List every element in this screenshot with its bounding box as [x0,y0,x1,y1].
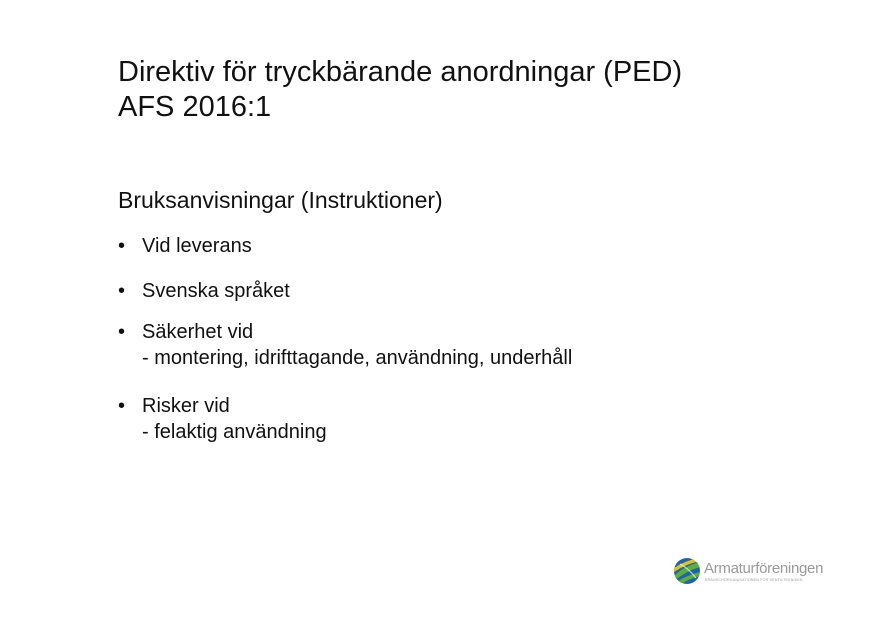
bullet-marker: • [118,395,126,417]
logo-wordmark: Armaturföreningen [704,560,824,577]
slide-title [118,55,818,125]
globe-icon [672,556,702,586]
bullet-text: Risker vid [142,395,230,417]
bullet-text: Vid leverans [142,235,252,257]
section-heading: Bruksanvisningar (Instruktioner) [118,187,443,213]
bullet-text: Säkerhet vid [142,321,254,343]
logo-tagline: BRANSCHORGANISATIONEN FÖR VENTILTEKNIKEN [705,578,803,582]
bullet-marker: • [118,321,126,343]
title-line-2: AFS 2016:1 [118,91,272,123]
bullet-subtext: - montering, idrifttagande, användning, underhåll [142,347,573,369]
bullet-text: Svenska språket [142,280,290,302]
armaturforeningen-logo [672,556,832,590]
title-line-1: Direktiv för tryckbärande anordningar (PED) [118,56,683,88]
bullet-subtext: - felaktig användning [142,421,327,443]
bullet-marker: • [118,280,126,302]
bullet-marker: • [118,235,126,257]
